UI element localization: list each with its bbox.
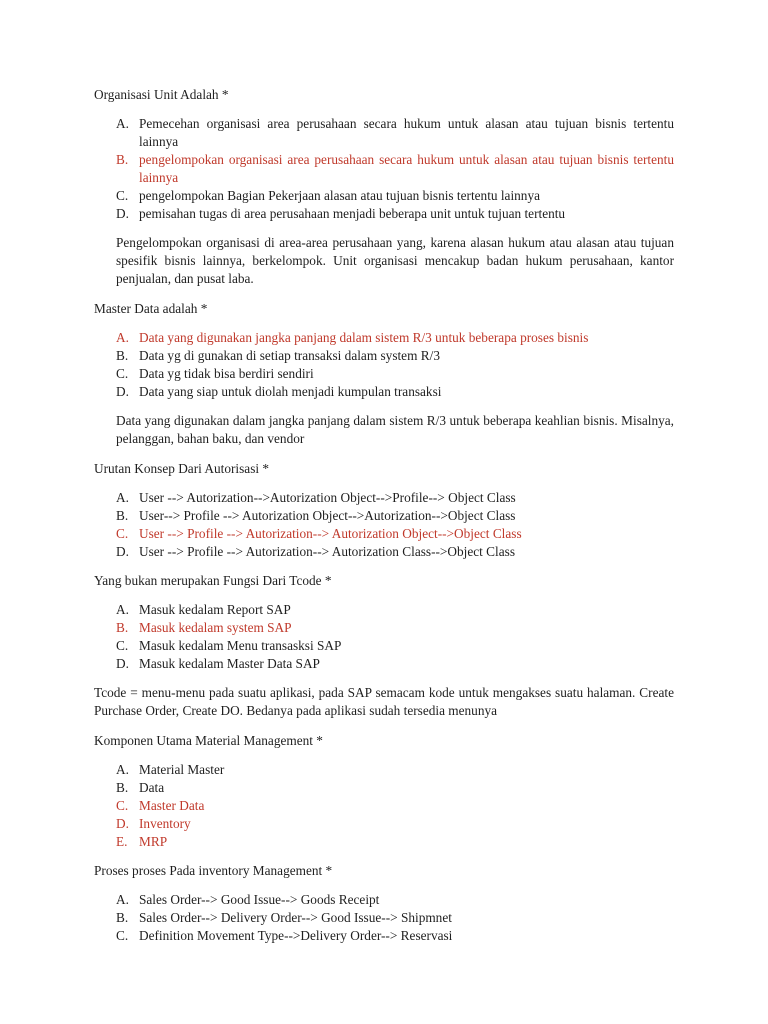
option-letter: D. bbox=[116, 656, 129, 671]
option-letter: C. bbox=[116, 366, 129, 381]
answer-option bbox=[94, 909, 674, 927]
answer-option-correct bbox=[94, 619, 674, 637]
answer-option bbox=[94, 927, 674, 945]
option-letter: B. bbox=[116, 348, 129, 363]
answer-options-list bbox=[94, 329, 674, 401]
answer-option-correct bbox=[94, 815, 674, 833]
answer-option-correct bbox=[94, 833, 674, 851]
answer-option bbox=[94, 601, 674, 619]
option-text: Masuk kedalam Menu transasksi SAP bbox=[139, 638, 342, 653]
answer-option bbox=[94, 637, 674, 655]
answer-option bbox=[94, 187, 674, 205]
answer-option bbox=[94, 347, 674, 365]
option-text: Data yg di gunakan di setiap transaksi dalam system R/3 bbox=[139, 348, 440, 363]
answer-option bbox=[94, 655, 674, 673]
answer-option bbox=[94, 779, 674, 797]
option-text: Definition Movement Type-->Delivery Order--> Reservasi bbox=[139, 928, 453, 943]
answer-option bbox=[94, 761, 674, 779]
option-text: Masuk kedalam Report SAP bbox=[139, 602, 291, 617]
question-text: Master Data adalah * bbox=[94, 301, 208, 316]
option-letter: E. bbox=[116, 834, 128, 849]
answer-option bbox=[94, 507, 674, 525]
option-letter: C. bbox=[116, 798, 129, 813]
option-letter: B. bbox=[116, 910, 129, 925]
option-text: MRP bbox=[139, 834, 168, 849]
option-letter: A. bbox=[116, 892, 129, 907]
question-text: Komponen Utama Material Management * bbox=[94, 733, 323, 748]
answer-options-list bbox=[94, 601, 674, 673]
option-text: User --> Profile --> Autorization--> Autorization Object-->Object Class bbox=[139, 526, 522, 541]
answer-option-correct bbox=[94, 151, 674, 187]
option-text: Data bbox=[139, 780, 165, 795]
option-text: pengelompokan organisasi area perusahaan secara hukum untuk alasan atau tujuan bisnis tertentu lainnya bbox=[139, 152, 674, 185]
option-letter: D. bbox=[116, 816, 129, 831]
answer-option bbox=[94, 489, 674, 507]
answer-option bbox=[94, 115, 674, 151]
question-text: Urutan Konsep Dari Autorisasi * bbox=[94, 461, 270, 476]
option-text: Data yg tidak bisa berdiri sendiri bbox=[139, 366, 314, 381]
option-letter: A. bbox=[116, 330, 129, 345]
answer-explanation: Data yang digunakan dalam jangka panjang dalam sistem R/3 untuk beberapa keahlian bisnis. Misalnya, pelanggan, bahan baku, dan vendor bbox=[116, 413, 674, 446]
answer-options-list bbox=[94, 891, 674, 945]
option-text: Inventory bbox=[139, 816, 191, 831]
option-text: Sales Order--> Good Issue--> Goods Receipt bbox=[139, 892, 380, 907]
option-letter: A. bbox=[116, 762, 129, 777]
option-letter: A. bbox=[116, 602, 129, 617]
answer-option bbox=[94, 365, 674, 383]
option-letter: B. bbox=[116, 620, 129, 635]
question-text: Organisasi Unit Adalah * bbox=[94, 87, 229, 102]
answer-options-list bbox=[94, 115, 674, 223]
option-text: pengelompokan Bagian Pekerjaan alasan atau tujuan bisnis tertentu lainnya bbox=[139, 188, 540, 203]
answer-option-correct bbox=[94, 797, 674, 815]
option-letter: C. bbox=[116, 928, 129, 943]
answer-option-correct bbox=[94, 525, 674, 543]
question-text: Yang bukan merupakan Fungsi Dari Tcode * bbox=[94, 573, 332, 588]
option-text: Masuk kedalam Master Data SAP bbox=[139, 656, 320, 671]
answer-option bbox=[94, 891, 674, 909]
option-letter: C. bbox=[116, 188, 129, 203]
option-letter: D. bbox=[116, 206, 129, 221]
option-letter: B. bbox=[116, 780, 129, 795]
answer-options-list bbox=[94, 761, 674, 851]
option-text: Data yang digunakan jangka panjang dalam sistem R/3 untuk beberapa proses bisnis bbox=[139, 330, 589, 345]
answer-option-correct bbox=[94, 329, 674, 347]
option-text: Masuk kedalam system SAP bbox=[139, 620, 292, 635]
question-text: Proses proses Pada inventory Management * bbox=[94, 863, 333, 878]
option-text: Master Data bbox=[139, 798, 205, 813]
option-text: User --> Profile --> Autorization--> Autorization Class-->Object Class bbox=[139, 544, 516, 559]
option-letter: A. bbox=[116, 490, 129, 505]
option-text: User--> Profile --> Autorization Object-->Autorization-->Object Class bbox=[139, 508, 516, 523]
option-letter: A. bbox=[116, 116, 129, 131]
answer-explanation: Pengelompokan organisasi di area-area perusahaan yang, karena alasan hukum atau alasan atau tujuan spesifik bisnis lainnya, berkelompok. Unit organisasi mencakup badan hukum perusahaan, kantor penjualan, dan pusat laba. bbox=[116, 235, 674, 286]
answer-option bbox=[94, 383, 674, 401]
option-text: pemisahan tugas di area perusahaan menjadi beberapa unit untuk tujuan tertentu bbox=[139, 206, 566, 221]
option-text: Sales Order--> Delivery Order--> Good Issue--> Shipmnet bbox=[139, 910, 452, 925]
answer-option bbox=[94, 543, 674, 561]
option-text: User --> Autorization-->Autorization Object-->Profile--> Object Class bbox=[139, 490, 516, 505]
option-letter: C. bbox=[116, 526, 129, 541]
option-letter: B. bbox=[116, 152, 129, 167]
answer-option bbox=[94, 205, 674, 223]
option-text: Pemecehan organisasi area perusahaan secara hukum untuk alasan atau tujuan bisnis tertentu lainnya bbox=[139, 116, 674, 149]
option-letter: D. bbox=[116, 384, 129, 399]
option-letter: C. bbox=[116, 638, 129, 653]
option-letter: B. bbox=[116, 508, 129, 523]
option-text: Data yang siap untuk diolah menjadi kumpulan transaksi bbox=[139, 384, 442, 399]
option-text: Material Master bbox=[139, 762, 225, 777]
answer-options-list bbox=[94, 489, 674, 561]
option-letter: D. bbox=[116, 544, 129, 559]
answer-explanation: Tcode = menu-menu pada suatu aplikasi, pada SAP semacam kode untuk mengakses suatu halaman. Create Purchase Order, Create DO. Bedanya pada aplikasi sudah tersedia menunya bbox=[94, 685, 674, 718]
